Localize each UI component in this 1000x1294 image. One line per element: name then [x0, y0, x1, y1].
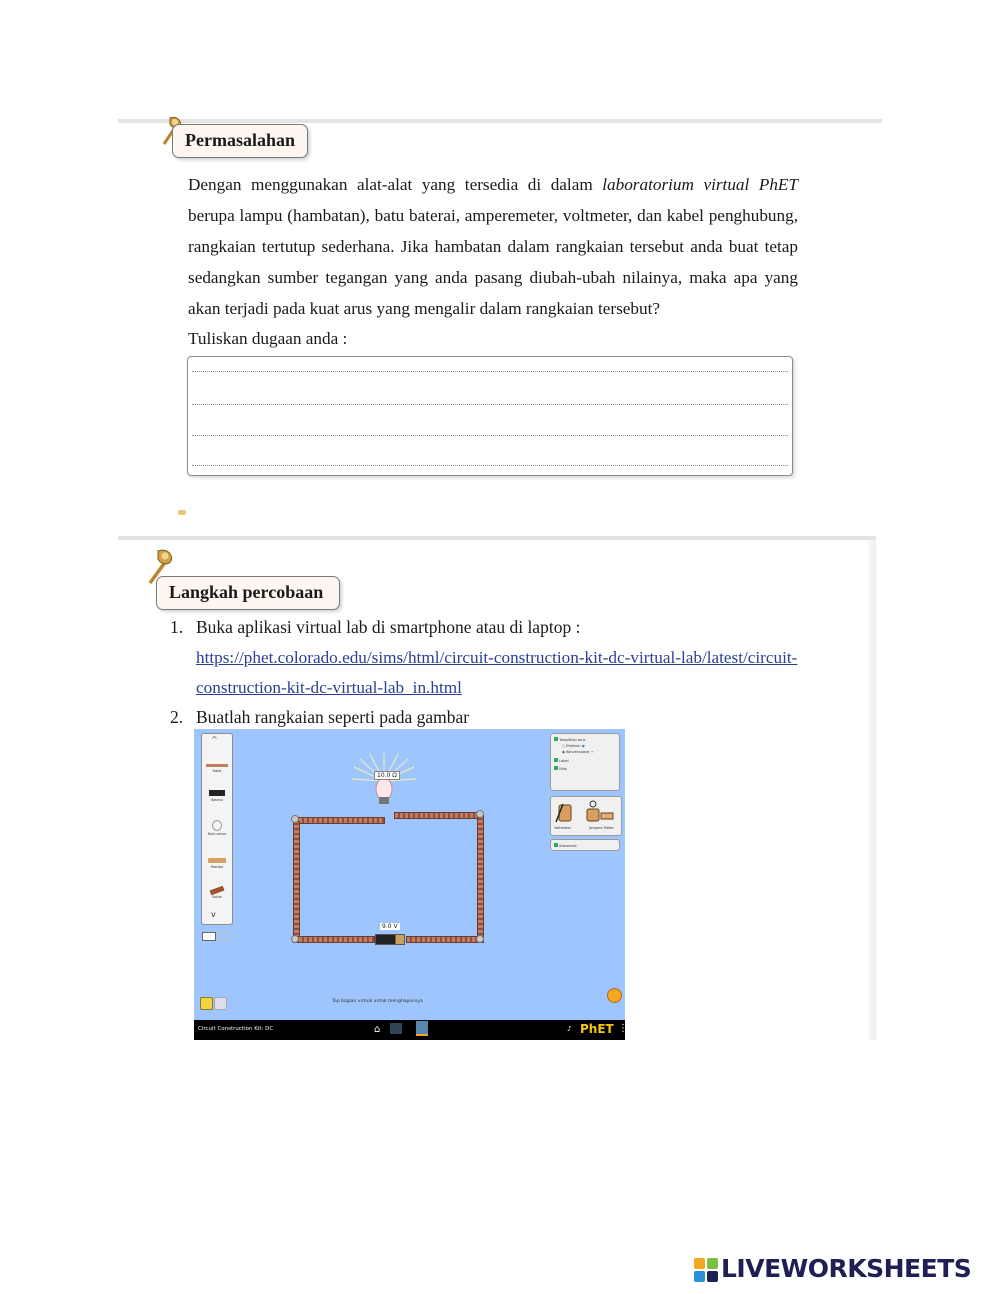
- heading-text: Langkah percobaan: [169, 582, 324, 602]
- phet-simulation-screenshot: [194, 729, 628, 1040]
- step-1: [170, 612, 183, 642]
- pin-fragment-icon: [178, 510, 186, 515]
- zoom-out-icon[interactable]: [214, 997, 227, 1010]
- liveworksheets-brand: [694, 1254, 971, 1284]
- heading-text: Permasalahan: [185, 130, 295, 150]
- lightbulb-icon: [212, 820, 222, 831]
- wire-bottom-right[interactable]: [406, 936, 484, 943]
- chevron-up-icon[interactable]: ^: [211, 735, 218, 744]
- screen-lab-icon[interactable]: [416, 1021, 428, 1036]
- app-title: Circuit Construction Kit: DC: [198, 1026, 274, 1032]
- sim-hint-text: Tap bagian virtual untuk menghapusnya: [332, 999, 423, 1004]
- sim-navigation-bar: [194, 1020, 628, 1040]
- home-icon[interactable]: ⌂: [374, 1024, 381, 1035]
- wire-top-right[interactable]: [394, 812, 482, 819]
- phet-link-line1[interactable]: [196, 642, 797, 673]
- wire-type-button[interactable]: [202, 932, 216, 941]
- answer-prompt: Tuliskan dugaan anda :: [188, 329, 348, 348]
- step-1-text: Buka aplikasi virtual lab di smartphone atau di laptop :: [196, 617, 581, 637]
- switch-icon: [210, 886, 225, 895]
- battery-icon: [209, 790, 225, 796]
- wire-right[interactable]: [477, 815, 484, 939]
- tools-panel: [550, 796, 622, 836]
- section-divider-top: [118, 119, 882, 123]
- advanced-panel[interactable]: Advanced: [550, 839, 620, 851]
- option-conventional[interactable]: ◉ Konvensional →: [562, 750, 594, 754]
- step-2: [170, 702, 183, 732]
- wire-top-left[interactable]: [293, 817, 385, 824]
- toolbox-item-resistor[interactable]: Resistor: [206, 858, 228, 869]
- dotted-line: [192, 435, 788, 436]
- dotted-line: [192, 371, 788, 372]
- liveworksheets-logo-icon: [694, 1258, 718, 1282]
- chevron-down-icon[interactable]: v: [211, 910, 216, 919]
- checkbox-icon: [554, 843, 558, 847]
- step-number: 1.: [170, 617, 184, 637]
- wire-bottom-left[interactable]: [293, 936, 375, 943]
- phet-logo[interactable]: PhET: [580, 1022, 614, 1036]
- dotted-line: [192, 404, 788, 405]
- wire-left[interactable]: [293, 821, 300, 939]
- ammeter-label: Ampere Meter: [589, 826, 614, 830]
- wire-type-button-alt[interactable]: [218, 932, 230, 941]
- reset-all-icon[interactable]: [607, 988, 622, 1003]
- step-number: 2.: [170, 707, 184, 727]
- resistance-label: 10.0 Ω: [374, 771, 400, 780]
- step-2-text: Buatlah rangkaian seperti pada gambar: [196, 707, 470, 727]
- toolbox-item-lampu[interactable]: Bola Lampu: [206, 820, 228, 836]
- option-label[interactable]: Label: [554, 758, 616, 763]
- brand-text: LIVEWORKSHEETS: [721, 1254, 972, 1283]
- sound-icon[interactable]: ♪: [567, 1025, 572, 1033]
- section-heading-permasalahan: [172, 124, 308, 158]
- wire-icon: [206, 764, 228, 767]
- option-values[interactable]: Nilai: [554, 766, 616, 771]
- section-heading-langkah: [156, 576, 340, 610]
- option-electron[interactable]: ○ Elektron ●: [562, 744, 585, 748]
- voltmeter-label: Voltmeter: [554, 826, 572, 830]
- dotted-line: [192, 465, 788, 466]
- problem-paragraph: [188, 169, 798, 324]
- paragraph-start: Dengan menggunakan alat-alat yang tersedia di dalam: [188, 175, 603, 194]
- paragraph-end: berupa lampu (hambatan), batu baterai, amperemeter, voltmeter, dan kabel penghubung, rangkaian tertutup sederhana. Jika hambatan dalam rangkaian tersebut anda buat tetap sedangkan sumber tegangan yang anda pasang diubah-ubah nilainya, maka apa yang akan terjadi pada kuat arus yang mengalir dalam rangkaian tersebut?: [188, 206, 798, 318]
- component-toolbox: [201, 733, 233, 925]
- menu-icon[interactable]: ⋮: [618, 1023, 628, 1034]
- phet-link-line2[interactable]: [196, 672, 462, 703]
- circuit-node[interactable]: [291, 815, 299, 823]
- zoom-in-icon[interactable]: [200, 997, 213, 1010]
- phet-link[interactable]: https://phet.colorado.edu/sims/html/circuit-construction-kit-dc-virtual-lab/latest/circuit-: [196, 648, 798, 667]
- paragraph-italic: laboratorium virtual PhET: [602, 175, 798, 194]
- resistor-icon: [208, 858, 226, 863]
- circuit-node[interactable]: [476, 935, 484, 943]
- battery-component[interactable]: [375, 934, 405, 945]
- toolbox-item-kabel[interactable]: Kabel: [206, 764, 228, 773]
- display-options-panel: [550, 733, 620, 791]
- phet-link[interactable]: construction-kit-dc-virtual-lab_in.html: [196, 678, 462, 697]
- ammeter-icon[interactable]: [585, 800, 615, 824]
- option-show-current[interactable]: Tampilkan arus: [554, 737, 616, 742]
- voltmeter-icon[interactable]: [555, 802, 577, 824]
- page-edge-shadow: [868, 540, 876, 1040]
- section-divider-top: [118, 536, 876, 540]
- battery-label: 9.0 V: [382, 923, 398, 930]
- screen-intro-icon[interactable]: [390, 1023, 402, 1034]
- circuit-node[interactable]: [291, 935, 299, 943]
- toolbox-item-baterai[interactable]: Baterai: [206, 790, 228, 802]
- answer-input-box[interactable]: [187, 356, 793, 476]
- toolbox-item-saklar[interactable]: Saklar: [206, 888, 228, 899]
- circuit-node[interactable]: [476, 810, 484, 818]
